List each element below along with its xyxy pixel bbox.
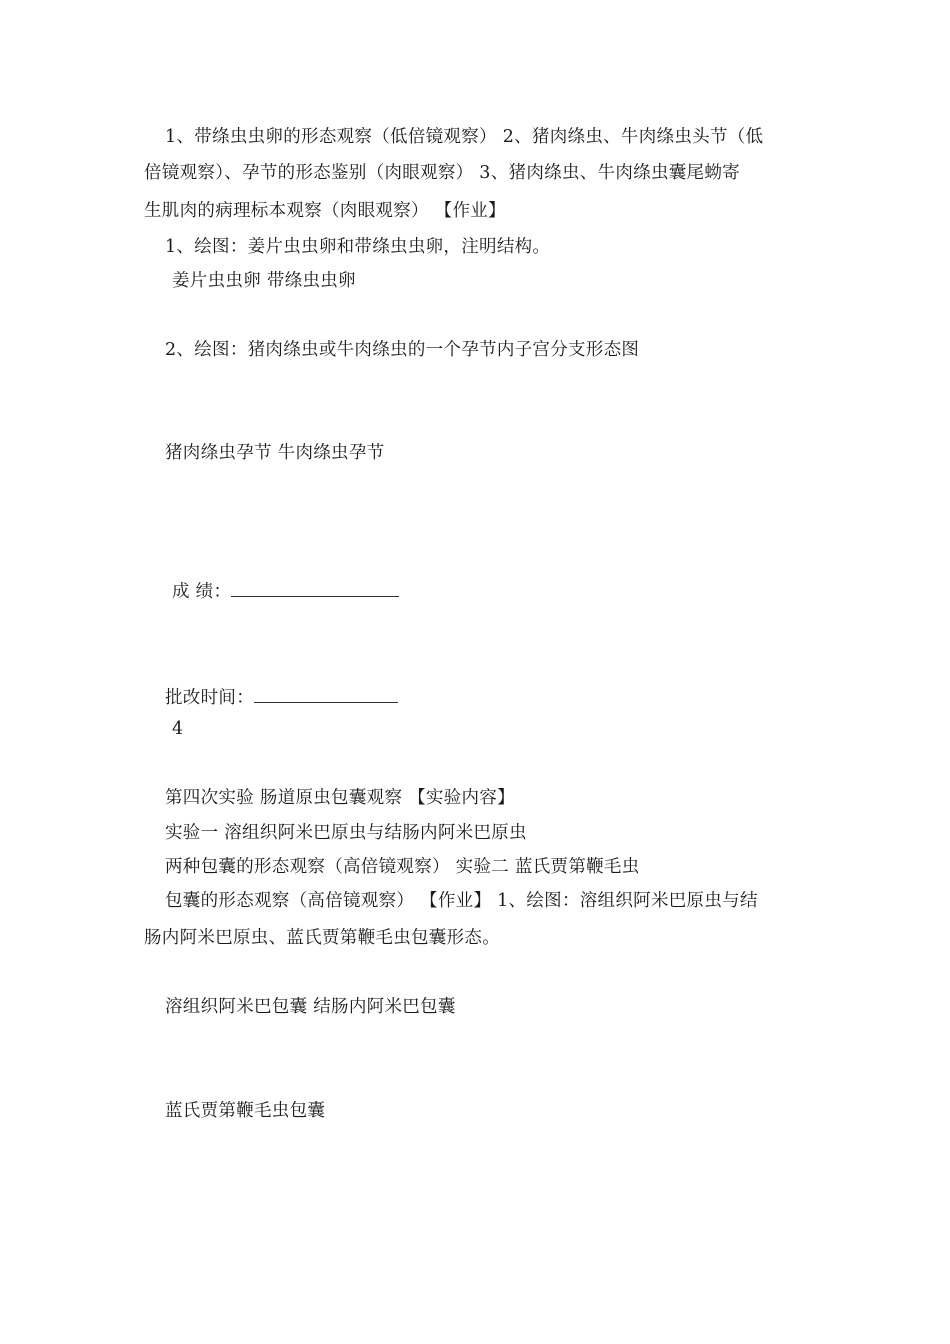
text-line-10: 实验一 溶组织阿米巴原虫与结肠内阿米巴原虫	[165, 823, 527, 843]
text-line-4: 1、绘图：姜片虫虫卵和带绦虫虫卵，注明结构。	[165, 237, 551, 257]
figure-caption-eggs: 姜片虫虫卵 带绦虫虫卵	[172, 271, 356, 291]
text-line-2: 倍镜观察）、孕节的形态鉴别（肉眼观察） 3、猪肉绦虫、牛肉绦虫囊尾蚴寄	[144, 163, 740, 183]
text-line-1: 1、带绦虫虫卵的形态观察（低倍镜观察） 2、猪肉绦虫、牛肉绦虫头节（低	[165, 127, 764, 147]
grade-blank-line	[231, 580, 399, 597]
page-number: 4	[172, 719, 184, 739]
text-line-12: 包囊的形态观察（高倍镜观察） 【作业】 1、绘图：溶组织阿米巴原虫与结	[165, 891, 758, 911]
text-line-6: 2、绘图：猪肉绦虫或牛肉绦虫的一个孕节内子宫分支形态图	[165, 340, 640, 360]
figure-caption-amoeba-cysts: 溶组织阿米巴包囊 结肠内阿米巴包囊	[165, 997, 456, 1017]
text-line-3: 生肌肉的病理标本观察（肉眼观察） 【作业】	[144, 201, 506, 221]
grade-label: 成 绩：	[172, 582, 232, 602]
review-time-blank-line	[254, 686, 398, 703]
text-line-11: 两种包囊的形态观察（高倍镜观察） 实验二 蓝氏贾第鞭毛虫	[165, 857, 640, 877]
figure-caption-giardia-cyst: 蓝氏贾第鞭毛虫包囊	[165, 1101, 326, 1121]
grade-field	[172, 580, 399, 603]
figure-caption-proglottids: 猪肉绦虫孕节 牛肉绦虫孕节	[165, 443, 385, 463]
review-time-field	[165, 686, 398, 709]
text-line-13: 肠内阿米巴原虫、蓝氏贾第鞭毛虫包囊形态。	[144, 928, 500, 948]
review-time-label: 批改时间：	[165, 688, 254, 708]
section-heading-4: 第四次实验 肠道原虫包囊观察 【实验内容】	[165, 788, 515, 808]
